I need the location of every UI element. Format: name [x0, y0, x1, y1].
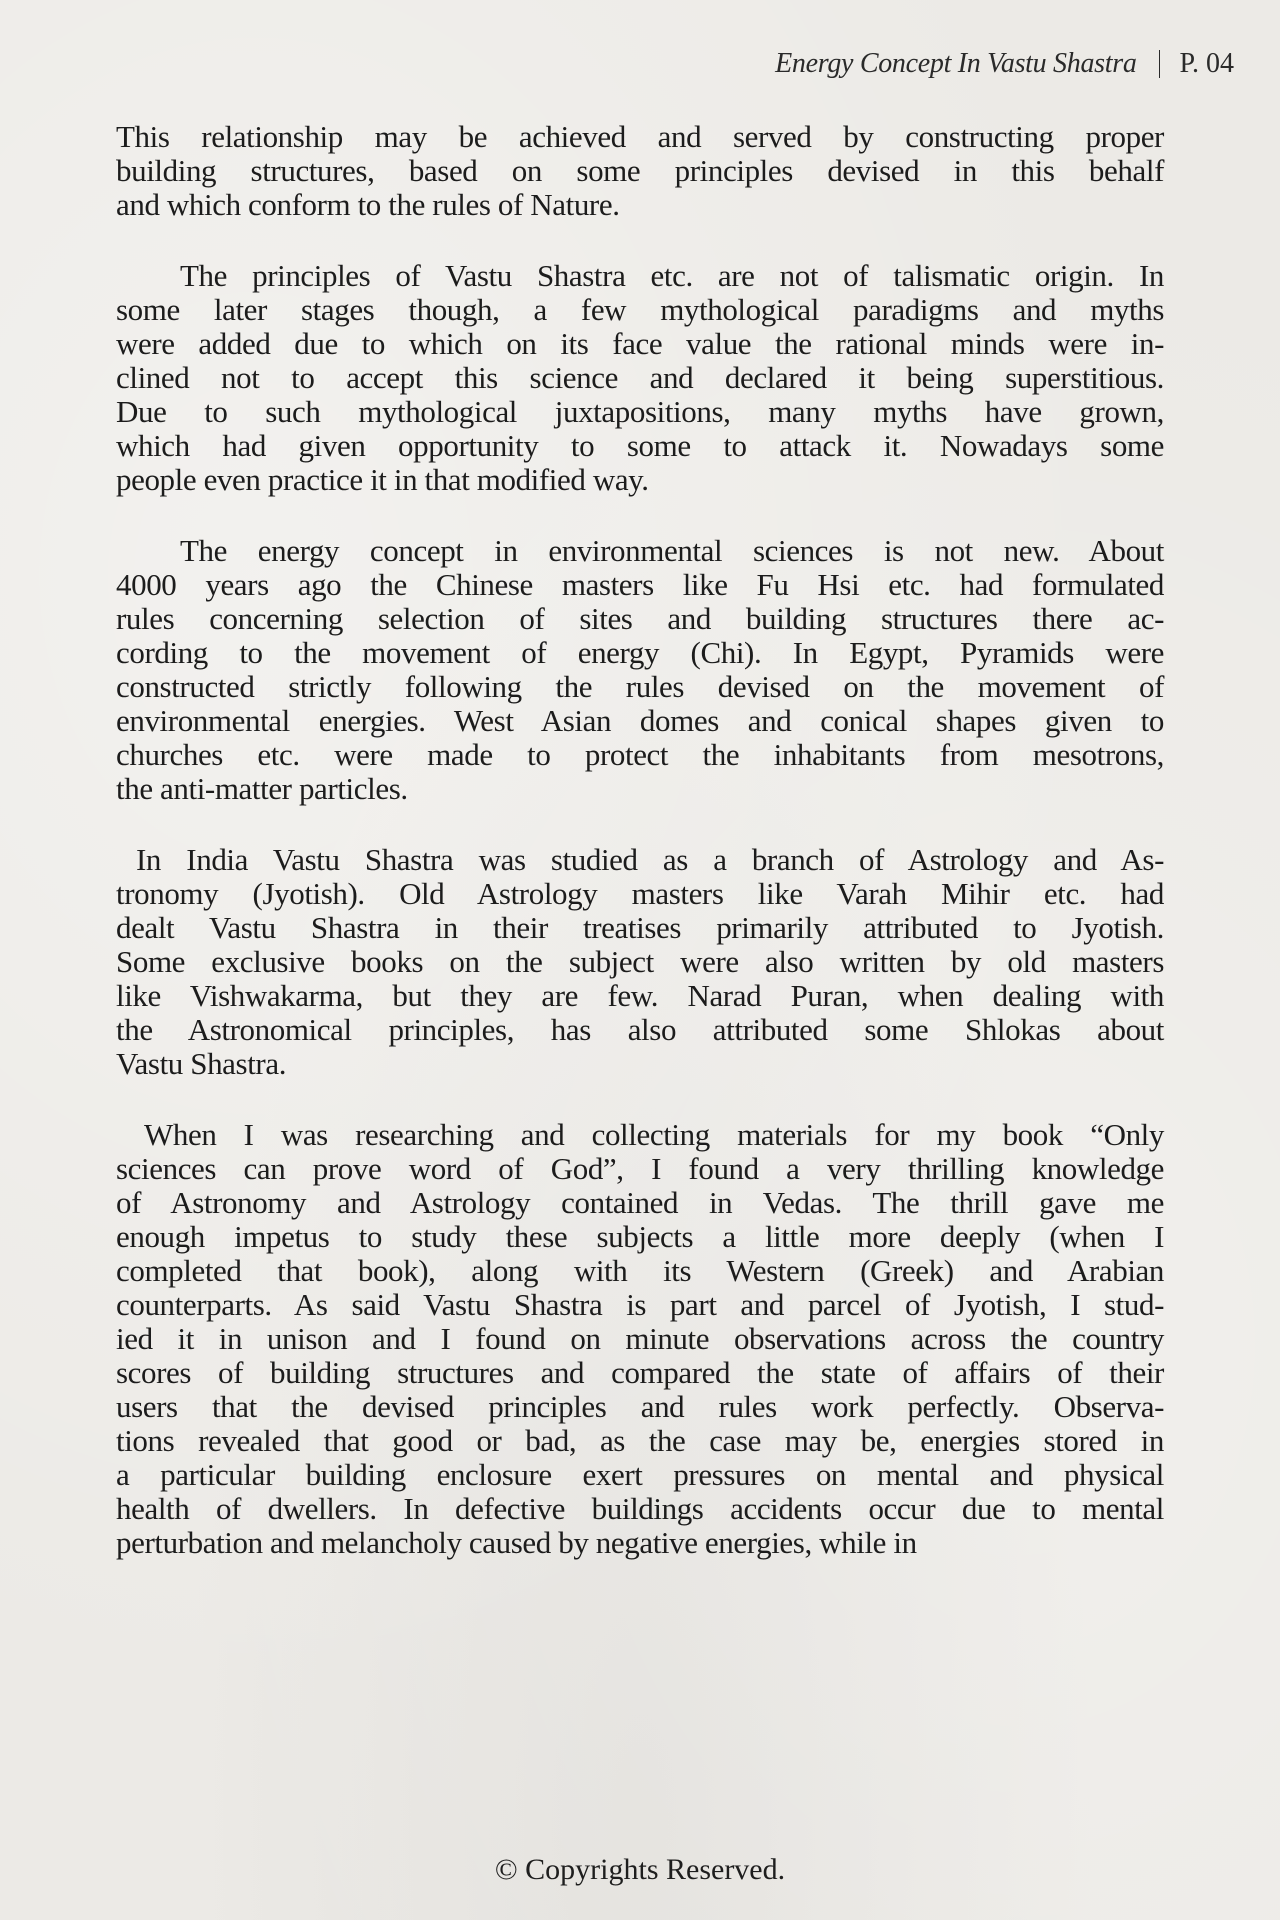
text-line: were added due to which on its face value the rational minds were in- — [116, 326, 1164, 361]
text-line: The principles of Vastu Shastra etc. are not of talismatic origin. In — [180, 258, 1164, 293]
text-line: of Astronomy and Astrology contained in Vedas. The thrill gave me — [116, 1185, 1164, 1220]
text-line: some later stages though, a few mythological paradigms and myths — [116, 292, 1164, 327]
paragraph-3 — [116, 534, 1164, 806]
text-line: cording to the movement of energy (Chi). In Egypt, Pyramids were — [116, 635, 1164, 670]
text-line: health of dwellers. In defective buildings accidents occur due to mental — [116, 1491, 1164, 1526]
text-line: clined not to accept this science and declared it being superstitious. — [116, 360, 1164, 395]
text-line: enough impetus to study these subjects a little more deeply (when I — [116, 1219, 1164, 1254]
text-line: environmental energies. West Asian domes and conical shapes given to — [116, 703, 1164, 738]
text-line: constructed strictly following the rules devised on the movement of — [116, 669, 1164, 704]
text-line: The energy concept in environmental sciences is not new. About — [180, 533, 1164, 568]
text-line: Some exclusive books on the subject were also written by old masters — [116, 944, 1164, 979]
text-line: churches etc. were made to protect the inhabitants from mesotrons, — [116, 737, 1164, 772]
text-line: sciences can prove word of God”, I found a very thrilling knowledge — [116, 1151, 1164, 1186]
text-line: Vastu Shastra. — [116, 1046, 287, 1081]
text-line: completed that book), along with its Western (Greek) and Arabian — [116, 1253, 1164, 1288]
running-header-title: Energy Concept In Vastu Shastra — [775, 48, 1137, 79]
text-line: tronomy (Jyotish). Old Astrology masters like Varah Mihir etc. had — [116, 876, 1164, 911]
page-number: P. 04 — [1179, 48, 1234, 79]
header-separator — [1159, 50, 1160, 78]
body-text — [116, 120, 1164, 1560]
copyright-footer: © Copyrights Reserved. — [494, 1853, 786, 1886]
text-line: a particular building enclosure exert pressures on mental and physical — [116, 1457, 1164, 1492]
paragraph-2 — [116, 259, 1164, 497]
text-line: rules concerning selection of sites and building structures there ac- — [116, 601, 1164, 636]
paragraph-1 — [116, 120, 1164, 222]
text-line: scores of building structures and compared the state of affairs of their — [116, 1355, 1164, 1390]
paragraph-4 — [116, 843, 1164, 1081]
text-line: This relationship may be achieved and served by constructing proper — [116, 119, 1164, 154]
paragraph-5 — [116, 1118, 1164, 1560]
text-line: like Vishwakarma, but they are few. Narad Puran, when dealing with — [116, 978, 1164, 1013]
text-line: which had given opportunity to some to attack it. Nowadays some — [116, 428, 1164, 463]
text-line: users that the devised principles and rules work perfectly. Observa- — [116, 1389, 1164, 1424]
text-line: dealt Vastu Shastra in their treatises primarily attributed to Jyotish. — [116, 910, 1164, 945]
text-line: perturbation and melancholy caused by negative energies, while in — [116, 1525, 917, 1560]
text-line: Due to such mythological juxtapositions, many myths have grown, — [116, 394, 1164, 429]
text-line: In India Vastu Shastra was studied as a branch of Astrology and As- — [136, 842, 1164, 877]
text-line: ied it in unison and I found on minute observations across the country — [116, 1321, 1164, 1356]
text-line: the Astronomical principles, has also attributed some Shlokas about — [116, 1012, 1164, 1047]
text-line: counterparts. As said Vastu Shastra is part and parcel of Jyotish, I stud- — [116, 1287, 1164, 1322]
running-header — [775, 44, 1234, 84]
text-line: building structures, based on some principles devised in this behalf — [116, 153, 1164, 188]
text-line: tions revealed that good or bad, as the case may be, energies stored in — [116, 1423, 1164, 1458]
text-line: people even practice it in that modified way. — [116, 462, 649, 497]
text-line: 4000 years ago the Chinese masters like Fu Hsi etc. had formulated — [116, 567, 1164, 602]
text-line: When I was researching and collecting materials for my book “Only — [144, 1117, 1164, 1152]
text-line: the anti-matter particles. — [116, 771, 408, 806]
text-line: and which conform to the rules of Nature. — [116, 187, 620, 222]
